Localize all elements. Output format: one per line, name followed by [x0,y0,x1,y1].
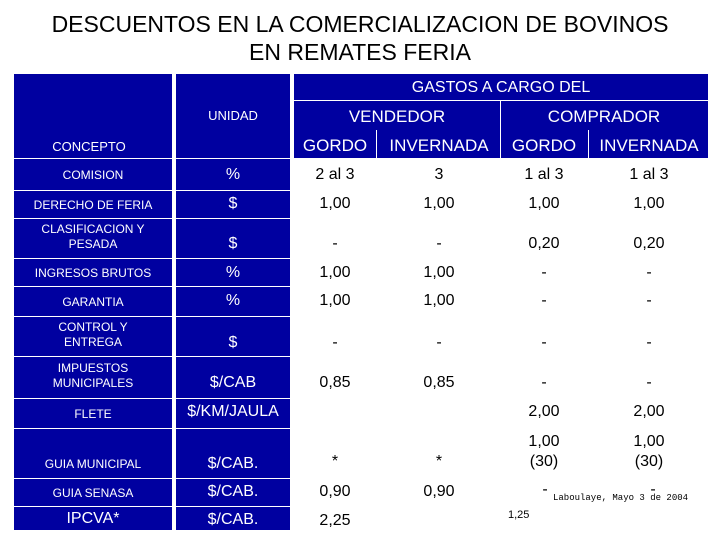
row-divider [14,398,290,399]
comprador-header: COMPRADOR [547,107,661,126]
unidad-header: UNIDAD [208,108,258,123]
cell-comprador-gordo: - [541,374,547,391]
cell-comprador-invernada: 1,00 (30) [633,433,665,470]
vendedor-gordo-header: GORDO [302,136,368,155]
row-divider [14,190,290,191]
cell-comprador-gordo: 1 al 3 [524,166,564,183]
concept-comision: COMISION [62,168,124,182]
concept-impuestos-municipales: IMPUESTOS MUNICIPALES [52,361,134,390]
cell-vendedor-invernada: - [436,334,442,351]
cell-vendedor-gordo: 2,25 [319,512,351,529]
page-title: DESCUENTOS EN LA COMERCIALIZACION DE BOVINOS [51,11,669,37]
row-divider [14,478,290,479]
row-divider [14,428,290,429]
cell-vendedor-invernada: 0,90 [423,483,455,500]
vendedor-invernada-header: INVERNADA [389,136,489,155]
cell-vendedor-invernada: * [435,453,443,470]
concept-guia-municipal: GUIA MUNICIPAL [44,457,142,471]
cell-vendedor-invernada: 1,00 [423,292,455,309]
cell-vendedor-gordo: 1,00 [319,195,351,212]
cell-comprador-gordo: - [542,481,548,498]
cell-comprador-invernada: - [646,292,652,309]
row-divider [14,356,290,357]
cell-vendedor-gordo: 0,85 [319,374,351,391]
unit-cell: $/CAB. [207,483,259,500]
cell-comprador-invernada: - [650,481,656,498]
cell-vendedor-gordo: 0,90 [319,483,351,500]
gastos-header: GASTOS A CARGO DEL [411,79,591,96]
unit-cell: % [225,264,241,281]
vendedor-header: VENDEDOR [348,107,446,126]
comprador-invernada-header: INVERNADA [599,136,699,155]
unit-cell: $/CAB [209,374,257,391]
cell-comprador-gordo: 1,00 (30) [528,433,560,470]
unit-cell: $/KM/JAULA [187,403,279,420]
concept-ipcva: IPCVA* [66,510,120,527]
cell-vendedor-invernada: 3 [434,166,444,183]
cell-comprador-invernada: 2,00 [633,403,665,420]
cell-vendedor-gordo: 2 al 3 [315,166,355,183]
cell-vendedor-invernada: 0,85 [423,374,455,391]
cell-comprador-invernada: 1 al 3 [629,166,669,183]
cell-vendedor-gordo: * [331,453,339,470]
row-divider [14,286,290,287]
concept-guia-senasa: GUIA SENASA [52,486,134,500]
cell-comprador-gordo: 2,00 [528,403,560,420]
cell-comprador-gordo: - [541,264,547,281]
header-divider [588,130,589,158]
concept-control-y-entrega: CONTROL Y ENTREGA [58,320,128,349]
cell-comprador-gordo: - [541,292,547,309]
concept-flete: FLETE [74,407,112,421]
row-divider [14,218,290,219]
unit-cell: $ [228,235,238,252]
unit-cell: $ [228,334,238,351]
header-divider [376,130,377,158]
concept-derecho-de-feria: DERECHO DE FERIA [33,198,153,212]
unit-cell: $ [228,195,238,212]
page-subtitle: EN REMATES FERIA [249,39,471,65]
unit-cell: % [225,166,241,183]
comprador-gordo-header: GORDO [511,136,577,155]
cell-comprador-gordo: 1,25 [508,509,530,521]
unit-cell: $/CAB. [207,511,259,528]
row-divider [14,158,290,159]
row-divider [14,506,290,507]
cell-comprador-gordo: 1,00 [528,195,560,212]
cell-vendedor-gordo: - [332,334,338,351]
cell-vendedor-invernada: 1,00 [423,264,455,281]
row-divider [14,258,290,259]
cell-comprador-gordo: - [541,334,547,351]
cell-comprador-gordo: 0,20 [528,235,560,252]
cell-vendedor-gordo: 1,00 [319,264,351,281]
concept-garantia: GARANTIA [62,295,124,309]
cell-vendedor-gordo: - [332,235,338,252]
cell-comprador-invernada: - [646,264,652,281]
footer-note: Laboulaye, Mayo 3 de 2004 [553,493,689,503]
cell-comprador-invernada: - [646,334,652,351]
concept-ingresos-brutos: INGRESOS BRUTOS [34,266,152,280]
cell-comprador-invernada: - [646,374,652,391]
cell-vendedor-gordo: 1,00 [319,292,351,309]
row-divider [14,316,290,317]
header-divider [294,100,708,101]
unit-cell: $/CAB. [207,455,259,472]
cell-vendedor-invernada: - [436,235,442,252]
concepto-header: CONCEPTO [52,139,126,154]
concept-clasificacion-y-pesada: CLASIFICACION Y PESADA [41,222,145,251]
unit-cell: % [225,292,241,309]
cell-comprador-invernada: 1,00 [633,195,665,212]
cell-comprador-invernada: 0,20 [633,235,665,252]
cell-vendedor-invernada: 1,00 [423,195,455,212]
